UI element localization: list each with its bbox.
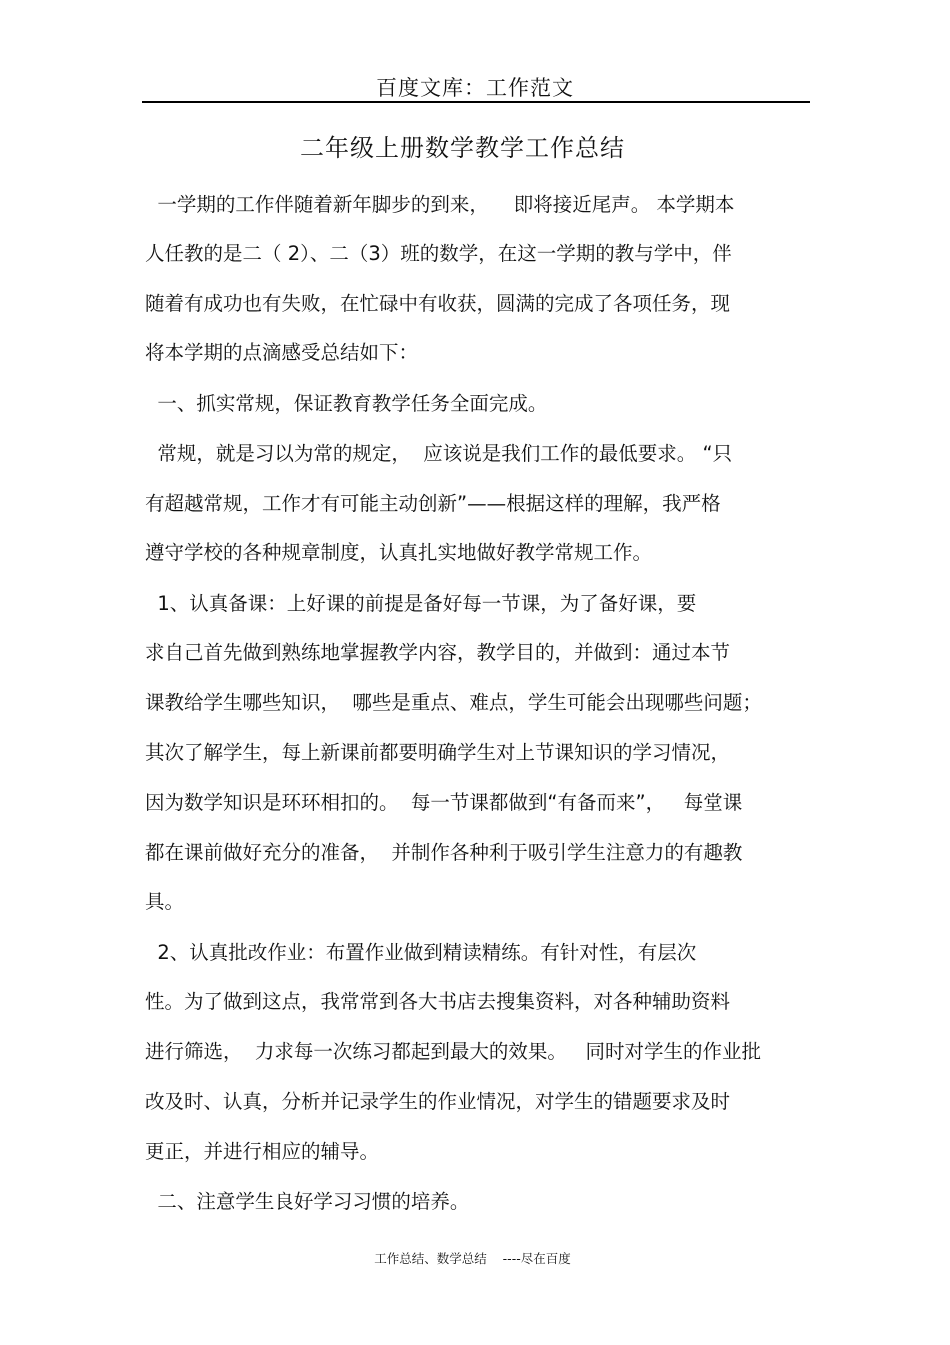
body-line: 2、认真批改作业：布置作业做到精读精练。有针对性，有层次 [145, 941, 697, 964]
body-line: 进行筛选， 力求每一次练习都起到最大的效果。 同时对学生的作业批 [145, 1040, 761, 1063]
section-heading: 二、注意学生良好学习习惯的培养。 [145, 1190, 470, 1213]
body-line: 更正，并进行相应的辅导。 [145, 1140, 380, 1163]
section-heading: 一、抓实常规，保证教育教学任务全面完成。 [145, 392, 548, 415]
page-footer: 工作总结、数学总结 ----尽在百度 [374, 1251, 571, 1266]
document-title: 二年级上册数学教学工作总结 [300, 134, 625, 162]
body-line: 性。为了做到这点，我常常到各大书店去搜集资料，对各种辅助资料 [145, 990, 731, 1013]
body-line: 常规，就是习以为常的规定， 应该说是我们工作的最低要求。 “只 [145, 442, 733, 465]
body-line: 1、认真备课：上好课的前提是备好每一节课，为了备好课，要 [145, 592, 697, 615]
body-line: 具。 [145, 890, 185, 913]
body-line: 都在课前做好充分的准备， 并制作各种利于吸引学生注意力的有趣教 [145, 841, 743, 864]
body-line: 随着有成功也有失败，在忙碌中有收获，圆满的完成了各项任务，现 [145, 292, 731, 315]
body-line: 因为数学知识是环环相扣的。 每一节课都做到“有备而来”， 每堂课 [145, 791, 743, 814]
body-line: 有超越常规，工作才有可能主动创新”——根据这样的理解，我严格 [145, 492, 721, 515]
body-line: 其次了解学生，每上新课前都要明确学生对上节课知识的学习情况， [145, 741, 731, 764]
body-line: 将本学期的点滴感受总结如下： [145, 341, 419, 364]
body-line: 改及时、认真，分析并记录学生的作业情况，对学生的错题要求及时 [145, 1090, 731, 1113]
body-line: 遵守学校的各种规章制度，认真扎实地做好教学常规工作。 [145, 541, 653, 564]
page-header-title: 百度文库：工作范文 [376, 76, 574, 100]
body-line: 人任教的是二（ 2）、二（3）班的数学，在这一学期的教与学中，伴 [145, 242, 732, 265]
body-line: 课教给学生哪些知识， 哪些是重点、难点，学生可能会出现哪些问题； [145, 691, 762, 714]
body-line: 求自己首先做到熟练地掌握教学内容，教学目的，并做到：通过本节 [145, 641, 731, 664]
body-line: 一学期的工作伴随着新年脚步的到来， 即将接近尾声。 本学期本 [145, 193, 735, 216]
header-divider [142, 101, 810, 103]
